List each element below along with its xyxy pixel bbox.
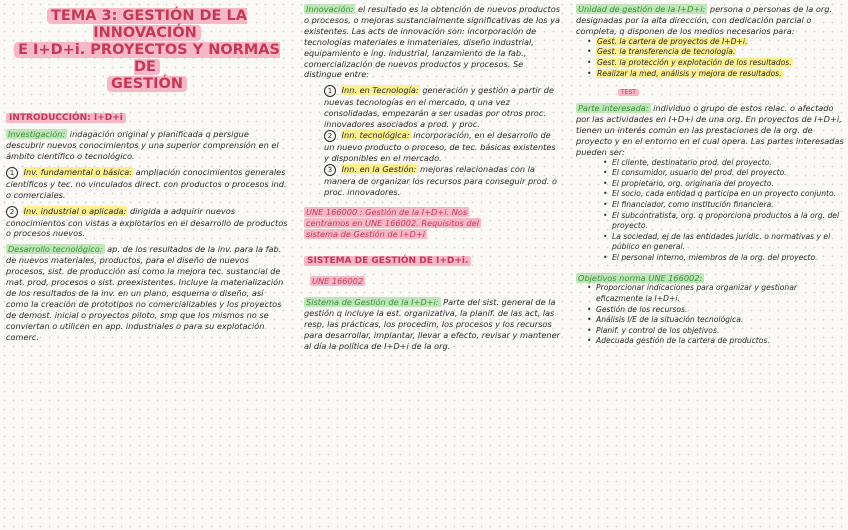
objetivos-term: Objetivos norma UNE 166002:: [578, 272, 703, 283]
sistema-subheading: UNE 166002: [312, 276, 364, 287]
sistema-gestion-term: Sistema de Gestión de la I+D+i:: [306, 297, 439, 308]
number-badge: 3: [324, 164, 336, 176]
list-item: [596, 37, 844, 48]
number-badge: 1: [324, 85, 336, 97]
list-item-text: El personal interno, miembros de la org. del proyecto.: [612, 252, 818, 262]
unidad-list: [576, 37, 844, 79]
list-item-text: Realizar la med, análisis y mejora de resultados.: [597, 68, 782, 78]
list-item-text: Gestión de los recursos.: [596, 304, 688, 314]
title-line-2: E I+D+i. PROYECTOS Y NORMAS DE: [14, 42, 280, 75]
list-item-text: La sociedad, ej de las entidades jurídic. o normativas y el público en general.: [612, 231, 831, 252]
une-line-2: centramos en UNE 166002. Requisitos del: [306, 217, 479, 228]
sistema-gestion-block: [304, 297, 562, 352]
column-right: [576, 4, 844, 347]
inv-industrial-term: Inv. industrial o aplicada:: [23, 205, 127, 216]
list-item: [596, 315, 844, 326]
list-item-text: Gest. la cartera de proyectos de I+D+i.: [597, 36, 748, 46]
objetivos-list: [576, 283, 844, 347]
intro-heading: INTRODUCCIÓN: I+D+i: [6, 113, 126, 123]
unidad-term: Unidad de gestión de la I+D+i:: [578, 4, 706, 14]
unidad-block: [576, 4, 844, 37]
list-item: [596, 326, 844, 337]
list-item: [612, 189, 844, 200]
list-item: [596, 69, 844, 80]
inv-industrial-block: [6, 206, 288, 240]
list-item-text: El propietario, org. originaria del proyecto.: [612, 178, 774, 188]
partes-text: individuo o grupo de estos relac. o afectado por las actividades en I+D+i de una org. En proyectos de I+D+i, tienen un interés común en las prestaciones de la org. de proyecto y en el entorno en el cual opera. Las partes interesadas pueden ser:: [576, 103, 844, 157]
partes-list: [576, 158, 844, 264]
desarrollo-text: ap. de los resultados de la inv. para la fab. de nuevos materiales, productos, para el diseño de nuevos procesos, sist. de producción así como la mejora tec. sustancial de mat. prod, procesos o sist. preexistentes. Incluye la materialización de los resultados de la inv. en un plano, esquema o diseño, así como la creación de prototipos no comercializables y los proyectos de demost. inicial o proyectos piloto, smp que los mismos no se conviertan o utilicen en app. industriales o para su explotación comerc.: [6, 244, 284, 342]
inn-gestion-block: [304, 164, 562, 198]
list-item-text: Gest. la transferencia de tecnología.: [597, 47, 736, 57]
list-item-text: Gest. la protección y explotación de los resultados.: [597, 57, 792, 67]
number-badge: 2: [6, 206, 18, 218]
list-item: [596, 305, 844, 316]
sistema-heading: SISTEMA DE GESTIÓN DE I+D+i.: [304, 256, 471, 266]
investigacion-block: [6, 129, 288, 162]
list-item-text: Planif. y control de los objetivos.: [596, 325, 720, 335]
inv-fundamental-term: Inv. fundamental o básica:: [23, 166, 133, 177]
list-item-text: El socio, cada entidad q participa en un proyecto conjunto.: [612, 189, 837, 199]
sistema-gestion-text: Parte del sist. general de la gestión q incluye la est. organizativa, la planif. de las act, las resp, las prácticas, los procedim, los procesos y los recursos para desarrollar, implantar, llevar a efecto, revisar y mantener al día la política de I+D+i de la org.: [304, 297, 560, 352]
title-line-1: TEMA 3: GESTIÓN DE LA INNOVACIÓN: [47, 8, 247, 41]
list-item-text: Adecuada gestión de la cartera de productos.: [596, 336, 770, 346]
list-item: [612, 168, 844, 179]
inn-gestion-text: mejoras relacionadas con la manera de organizar los recursos para conseguir prod. o proc. innovadores.: [324, 163, 557, 197]
list-item: [596, 47, 844, 58]
column-middle: [304, 4, 562, 352]
list-item: [612, 253, 844, 264]
investigacion-text: indagación original y planificada q persigue descubrir nuevos conocimientos y una superior comprensión en el ámbito científico o tecnológico.: [6, 129, 279, 161]
unidad-text: persona o personas de la org. designadas por la alta dirección, con dedicación parcial o completa, q disponen de los medios necesarios para:: [576, 4, 833, 36]
innovacion-text: el resultado es la obtención de nuevos productos o procesos, o mejoras sustancialmente significativas de los ya existentes. Las acts de innovación son: incorporación de tecnologías materiales e inmateriales, diseño industrial, equipamiento e ing. industrial, lanzamiento de la fab., comercialización de nuevos productos y procesos. Se distingue entre:: [304, 4, 561, 80]
innovacion-block: [304, 4, 562, 80]
inn-tecnologica-text: incorporación, en el desarrollo de un nuevo producto o proceso, de tec. básicas existentes y disponibles en el mercado.: [324, 130, 556, 163]
title-line-3: GESTIÓN: [107, 76, 187, 92]
investigacion-term: Investigación:: [8, 129, 66, 139]
partes-block: [576, 103, 844, 158]
une-line-1: UNE 166000 : Gestión de la I+D+i. Nos: [306, 206, 468, 217]
inn-tecnologia-text: generación y gestión a partir de nuevas tecnologías en el mercado, q una vez consolidadas, empezarán a ser usadas por otros proc. innovadores asociados a prod. y proc.: [324, 85, 554, 130]
inn-gestion-term: Inn. en la Gestión:: [341, 163, 417, 174]
list-item: [612, 232, 844, 253]
inv-industrial-text: dirigida a adquirir nuevos conocimientos con vistas a explotarlos en el desarrollo de productos o procesos nuevos.: [6, 205, 288, 239]
column-left: [6, 4, 288, 343]
list-item-text: El cliente, destinatario prod. del proyecto.: [612, 157, 772, 167]
innovacion-term: Innovación:: [306, 4, 354, 14]
list-item-text: Análisis I/E de la situación tecnológica.: [596, 315, 744, 325]
list-item: [612, 200, 844, 211]
une-block: [304, 207, 562, 240]
list-item-text: Proporcionar indicaciones para organizar y gestionar eficazmente la I+D+i.: [596, 283, 798, 304]
desarrollo-term: Desarrollo tecnológico:: [8, 244, 103, 255]
inn-tecnologia-term: Inn. en Tecnología:: [341, 85, 419, 96]
list-item-text: El consumidor, usuario del prod. del proyecto.: [612, 168, 787, 178]
list-item: [596, 283, 844, 304]
inn-tecnologia-block: [304, 85, 562, 130]
list-item: [612, 179, 844, 190]
list-item: [596, 58, 844, 69]
list-item: [612, 158, 844, 169]
inv-fundamental-text: ampliación conocimientos generales científicos y tec. no vinculados direct. con productos o procesos ind. o comerciales.: [6, 166, 287, 200]
inn-tecnologica-term: Inn. tecnológica:: [341, 130, 410, 141]
number-badge: 2: [324, 130, 336, 142]
number-badge: 1: [6, 167, 18, 179]
inv-fundamental-block: [6, 167, 288, 201]
une-line-3: sistema de Gestión de I+D+i: [306, 228, 425, 239]
list-item: [612, 211, 844, 232]
inn-tecnologica-block: [304, 130, 562, 164]
page-title: [6, 8, 288, 93]
desarrollo-block: [6, 244, 288, 342]
list-item: [596, 336, 844, 347]
test-badge: TEST: [618, 89, 639, 96]
list-item-text: El financiador, como institución financiera.: [612, 200, 774, 209]
list-item-text: El subcontratista, org. q proporciona productos a la org. del proyecto.: [612, 210, 840, 231]
partes-term: Parte interesada:: [578, 103, 649, 114]
objetivos-block: [576, 273, 844, 284]
